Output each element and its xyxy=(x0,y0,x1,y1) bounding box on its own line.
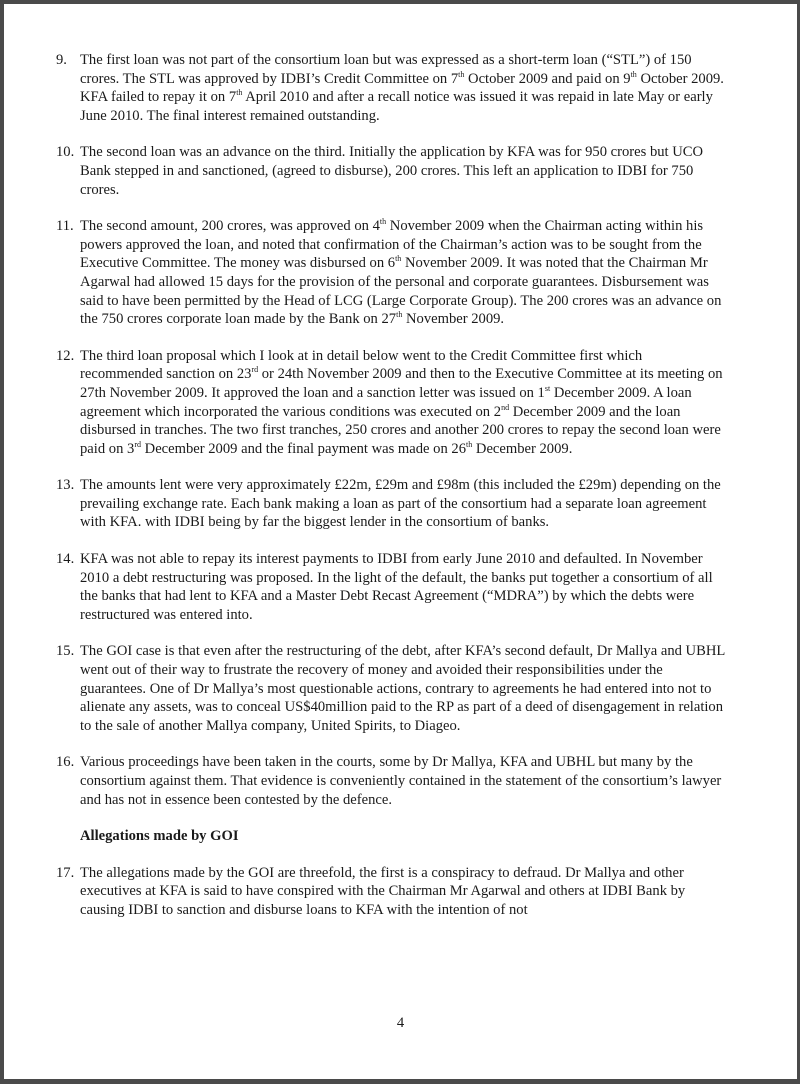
paragraph-list-after-heading xyxy=(56,864,726,920)
ordinal-suffix: th xyxy=(630,69,637,79)
paragraph-text xyxy=(80,143,726,199)
text-segment: October 2009. KFA failed to repay it on 7 xyxy=(80,70,724,106)
text-segment: November 2009. xyxy=(402,311,505,328)
paragraph-number: 16. xyxy=(56,754,75,771)
text-segment: November 2009. It was noted that the Chairman Mr Agarwal had allowed 15 days for the provision of the personal and corporate guarantees. Disbursement was said to have been permitted by the Head of LCG (Large Corporate Group). The 200 crores was an advance on the 750 crores corporate loan made by the Bank on 27 xyxy=(80,255,722,328)
paragraph-text xyxy=(80,550,726,624)
numbered-paragraph xyxy=(56,476,726,532)
paragraph-number: 17. xyxy=(56,864,75,881)
text-segment: December 2009. A loan agreement which incorporated the various conditions was executed on 2 xyxy=(80,384,692,420)
ordinal-suffix: nd xyxy=(501,402,510,412)
paragraph-list xyxy=(56,51,726,809)
text-segment: April 2010 and after a recall notice was issued it was repaid in late May or early June 2010. The final interest remained outstanding. xyxy=(80,89,713,124)
ordinal-suffix: th xyxy=(236,88,243,98)
paragraph-number: 13. xyxy=(56,477,75,494)
paragraph-number: 12. xyxy=(56,347,75,364)
text-segment: December 2009. xyxy=(472,440,573,457)
text-segment: December 2009 and the final payment was made on 26 xyxy=(141,440,467,457)
text-segment: The allegations made by the GOI are threefold, the first is a conspiracy to defraud. Dr Mallya and other executives at KFA is said to have conspired with the Chairman Mr Agarwal and others at IDBI Bank by causing IDBI to sanction and disburse loans to KFA with the intention of not xyxy=(80,864,686,918)
ordinal-suffix: st xyxy=(544,383,551,393)
text-segment: The second amount, 200 crores, was approved on 4 xyxy=(80,218,380,235)
text-segment: The second loan was an advance on the third. Initially the application by KFA was for 950 crores but UCO Bank stepped in and sanctioned, (agreed to disburse), 200 crores. This left an application to IDBI for 750 crores. xyxy=(80,144,704,198)
ordinal-suffix: rd xyxy=(134,439,141,449)
numbered-paragraph xyxy=(56,51,726,125)
paragraph-text xyxy=(80,347,726,459)
ordinal-suffix: rd xyxy=(251,365,259,375)
paragraph-text xyxy=(80,51,726,125)
paragraph-number: 11. xyxy=(56,218,74,235)
paragraph-number: 15. xyxy=(56,643,75,660)
paragraph-number: 10. xyxy=(56,144,75,161)
page-number: 4 xyxy=(396,1015,405,1031)
text-segment: Various proceedings have been taken in the courts, some by Dr Mallya, KFA and UBHL but many by the consortium against them. That evidence is conveniently contained in the statement of the consortium’s lawyer and has not in essence been contested by the defence. xyxy=(80,754,722,808)
text-segment: The amounts lent were very approximately £22m, £29m and £98m (this included the £29m) depending on the prevailing exchange rate. Each bank making a loan as part of the consortium had a separate loan agreement with KFA. with IDBI being by far the biggest lender in the consortium of banks. xyxy=(80,477,721,531)
text-segment: December 2009 and the loan disbursed in tranches. The two first tranches, 250 crores and another 200 crores to repay the second loan were paid on 3 xyxy=(80,403,721,457)
numbered-paragraph xyxy=(56,864,726,920)
ordinal-suffix: th xyxy=(395,254,402,264)
text-segment: October 2009 and paid on 9 xyxy=(464,70,631,87)
paragraph-text xyxy=(80,217,726,329)
paragraph-text xyxy=(80,476,726,532)
text-segment: November 2009 when the Chairman acting within his powers approved the loan, and noted that confirmation of the Chairman’s action was to be sought from the Executive Committee. The money was disbursed on 6 xyxy=(80,218,704,272)
ordinal-suffix: th xyxy=(379,217,387,227)
paragraph-text xyxy=(80,642,726,735)
paragraph-number: 14. xyxy=(56,551,75,568)
numbered-paragraph xyxy=(56,642,726,735)
text-segment: The GOI case is that even after the restructuring of the debt, after KFA’s second default, Dr Mallya and UBHL went out of their way to frustrate the recovery of money and avoided their responsibilities under the guarantees. One of Dr Mallya’s most questionable actions, contrary to agreements he had entered into not to alienate any assets, was to conceal US$40million paid to the RP as part of a deed of disengagement in relation to the sale of another Mallya company, United Spirits, to Diageo. xyxy=(80,643,725,734)
section-heading: Allegations made by GOI xyxy=(80,828,239,845)
text-segment: The third loan proposal which I look at in detail below went to the Credit Committee first which recommended sanction on 23 xyxy=(80,347,643,383)
numbered-paragraph xyxy=(56,347,726,459)
numbered-paragraph xyxy=(56,550,726,624)
ordinal-suffix: th xyxy=(458,69,465,79)
paragraph-number: 9. xyxy=(56,52,67,68)
text-segment: or 24th November 2009 and then to the Executive Committee at its meeting on 27th November 2009. It approved the loan and a sanction letter was issued on 1 xyxy=(80,366,723,401)
ordinal-suffix: th xyxy=(396,310,403,320)
numbered-paragraph xyxy=(56,753,726,809)
document-page xyxy=(4,4,797,1079)
numbered-paragraph xyxy=(56,143,726,199)
ordinal-suffix: th xyxy=(466,439,473,449)
paragraph-text xyxy=(80,753,726,809)
page-content xyxy=(56,51,726,938)
paragraph-text xyxy=(80,864,726,920)
text-segment: The first loan was not part of the consortium loan but was expressed as a short-term loan (“STL”) of 150 crores. The STL was approved by IDBI’s Credit Committee on 7 xyxy=(80,52,692,87)
numbered-paragraph xyxy=(56,217,726,329)
text-segment: KFA was not able to repay its interest payments to IDBI from early June 2010 and defaulted. In November 2010 a debt restructuring was proposed. In the light of the default, the banks put together a consortium of all the banks that had lent to KFA and a Master Debt Recast Agreement (“MDRA”) by which the debts were restructured was entered into. xyxy=(80,551,713,623)
